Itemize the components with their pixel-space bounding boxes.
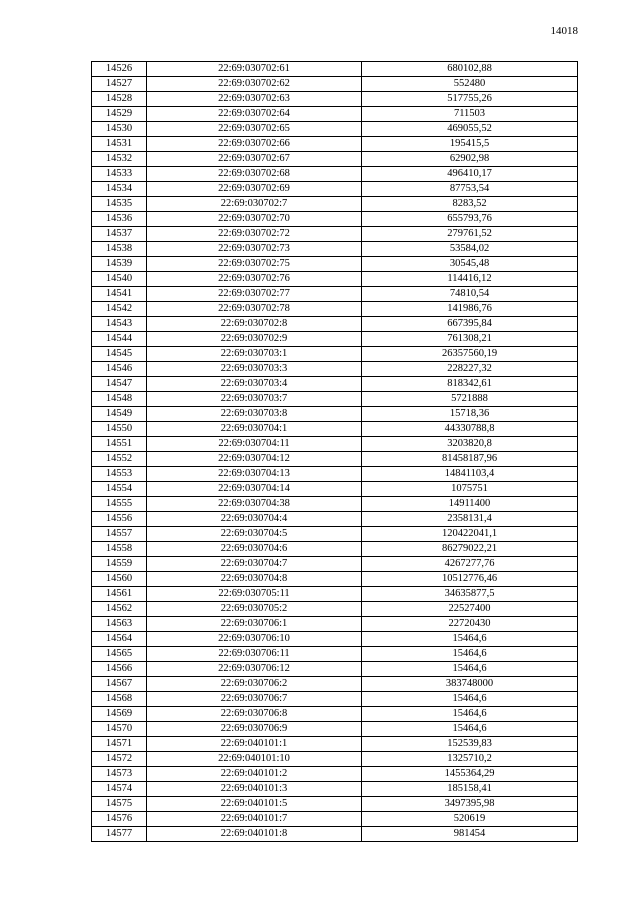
value-cell: 22527400 [362,602,578,617]
value-cell: 26357560,19 [362,347,578,362]
row-number-cell: 14550 [92,422,147,437]
table-row [92,497,578,512]
value-cell: 383748000 [362,677,578,692]
table-row [92,152,578,167]
table-row [92,362,578,377]
table-row [92,662,578,677]
data-table [91,61,578,842]
value-cell: 15464,6 [362,707,578,722]
cadastral-number-cell: 22:69:030703:1 [147,347,362,362]
value-cell: 552480 [362,77,578,92]
value-cell: 4267277,76 [362,557,578,572]
row-number-cell: 14558 [92,542,147,557]
value-cell: 15718,36 [362,407,578,422]
cadastral-number-cell: 22:69:030702:75 [147,257,362,272]
table-row [92,617,578,632]
table-row [92,62,578,77]
value-cell: 3203820,8 [362,437,578,452]
table-row [92,452,578,467]
value-cell: 120422041,1 [362,527,578,542]
value-cell: 517755,26 [362,92,578,107]
table-row [92,782,578,797]
table-row [92,482,578,497]
table-row [92,557,578,572]
row-number-cell: 14556 [92,512,147,527]
table-row [92,332,578,347]
table-row [92,197,578,212]
row-number-cell: 14561 [92,587,147,602]
value-cell: 14841103,4 [362,467,578,482]
value-cell: 680102,88 [362,62,578,77]
row-number-cell: 14526 [92,62,147,77]
value-cell: 1075751 [362,482,578,497]
table-row [92,647,578,662]
value-cell: 8283,52 [362,197,578,212]
value-cell: 74810,54 [362,287,578,302]
cadastral-number-cell: 22:69:030706:7 [147,692,362,707]
value-cell: 761308,21 [362,332,578,347]
table-row [92,287,578,302]
cadastral-number-cell: 22:69:030702:9 [147,332,362,347]
value-cell: 15464,6 [362,632,578,647]
table-row [92,692,578,707]
cadastral-number-cell: 22:69:040101:3 [147,782,362,797]
row-number-cell: 14555 [92,497,147,512]
table-row [92,512,578,527]
row-number-cell: 14552 [92,452,147,467]
table-row [92,347,578,362]
cadastral-number-cell: 22:69:030702:77 [147,287,362,302]
table-row [92,767,578,782]
row-number-cell: 14541 [92,287,147,302]
value-cell: 15464,6 [362,662,578,677]
table-row [92,542,578,557]
cadastral-number-cell: 22:69:030706:9 [147,722,362,737]
table-row [92,812,578,827]
value-cell: 22720430 [362,617,578,632]
value-cell: 5721888 [362,392,578,407]
value-cell: 62902,98 [362,152,578,167]
cadastral-number-cell: 22:69:030706:8 [147,707,362,722]
cadastral-number-cell: 22:69:030704:8 [147,572,362,587]
row-number-cell: 14533 [92,167,147,182]
value-cell: 469055,52 [362,122,578,137]
row-number-cell: 14575 [92,797,147,812]
row-number-cell: 14577 [92,827,147,842]
table-row [92,272,578,287]
table-row [92,572,578,587]
row-number-cell: 14566 [92,662,147,677]
cadastral-number-cell: 22:69:030704:4 [147,512,362,527]
row-number-cell: 14573 [92,767,147,782]
row-number-cell: 14572 [92,752,147,767]
table-row [92,407,578,422]
table-row [92,632,578,647]
value-cell: 15464,6 [362,647,578,662]
value-cell: 44330788,8 [362,422,578,437]
row-number-cell: 14534 [92,182,147,197]
cadastral-number-cell: 22:69:030702:65 [147,122,362,137]
table-row [92,422,578,437]
cadastral-number-cell: 22:69:040101:1 [147,737,362,752]
row-number-cell: 14548 [92,392,147,407]
cadastral-number-cell: 22:69:040101:8 [147,827,362,842]
table-row [92,737,578,752]
table-row [92,227,578,242]
cadastral-number-cell: 22:69:030702:63 [147,92,362,107]
value-cell: 195415,5 [362,137,578,152]
cadastral-number-cell: 22:69:030702:61 [147,62,362,77]
row-number-cell: 14559 [92,557,147,572]
row-number-cell: 14560 [92,572,147,587]
table-row [92,167,578,182]
row-number-cell: 14571 [92,737,147,752]
row-number-cell: 14574 [92,782,147,797]
cadastral-number-cell: 22:69:040101:7 [147,812,362,827]
row-number-cell: 14569 [92,707,147,722]
value-cell: 81458187,96 [362,452,578,467]
table-row [92,677,578,692]
cadastral-number-cell: 22:69:040101:2 [147,767,362,782]
table-row [92,707,578,722]
table-row [92,602,578,617]
table-row [92,257,578,272]
row-number-cell: 14554 [92,482,147,497]
cadastral-number-cell: 22:69:030704:11 [147,437,362,452]
row-number-cell: 14537 [92,227,147,242]
value-cell: 496410,17 [362,167,578,182]
row-number-cell: 14532 [92,152,147,167]
cadastral-number-cell: 22:69:030706:11 [147,647,362,662]
cadastral-number-cell: 22:69:030702:64 [147,107,362,122]
value-cell: 34635877,5 [362,587,578,602]
row-number-cell: 14568 [92,692,147,707]
table-row [92,467,578,482]
value-cell: 185158,41 [362,782,578,797]
cadastral-number-cell: 22:69:030704:5 [147,527,362,542]
cadastral-number-cell: 22:69:040101:5 [147,797,362,812]
cadastral-number-cell: 22:69:030704:1 [147,422,362,437]
row-number-cell: 14567 [92,677,147,692]
cadastral-number-cell: 22:69:030702:7 [147,197,362,212]
cadastral-number-cell: 22:69:030705:11 [147,587,362,602]
cadastral-number-cell: 22:69:030702:69 [147,182,362,197]
cadastral-number-cell: 22:69:030702:70 [147,212,362,227]
row-number-cell: 14553 [92,467,147,482]
table-row [92,212,578,227]
value-cell: 981454 [362,827,578,842]
cadastral-number-cell: 22:69:030702:67 [147,152,362,167]
cadastral-number-cell: 22:69:030704:14 [147,482,362,497]
cadastral-number-cell: 22:69:030702:8 [147,317,362,332]
row-number-cell: 14538 [92,242,147,257]
row-number-cell: 14565 [92,647,147,662]
cadastral-number-cell: 22:69:030705:2 [147,602,362,617]
row-number-cell: 14531 [92,137,147,152]
table-row [92,722,578,737]
value-cell: 141986,76 [362,302,578,317]
table-row [92,302,578,317]
value-cell: 114416,12 [362,272,578,287]
value-cell: 53584,02 [362,242,578,257]
value-cell: 1325710,2 [362,752,578,767]
cadastral-number-cell: 22:69:030704:13 [147,467,362,482]
value-cell: 1455364,29 [362,767,578,782]
value-cell: 30545,48 [362,257,578,272]
row-number-cell: 14545 [92,347,147,362]
table-row [92,827,578,842]
row-number-cell: 14570 [92,722,147,737]
row-number-cell: 14543 [92,317,147,332]
row-number-cell: 14529 [92,107,147,122]
row-number-cell: 14549 [92,407,147,422]
cadastral-number-cell: 22:69:030704:12 [147,452,362,467]
row-number-cell: 14546 [92,362,147,377]
cadastral-number-cell: 22:69:030702:72 [147,227,362,242]
value-cell: 655793,76 [362,212,578,227]
value-cell: 3497395,98 [362,797,578,812]
value-cell: 15464,6 [362,722,578,737]
row-number-cell: 14540 [92,272,147,287]
row-number-cell: 14539 [92,257,147,272]
value-cell: 520619 [362,812,578,827]
value-cell: 87753,54 [362,182,578,197]
table-row [92,392,578,407]
cadastral-number-cell: 22:69:030702:68 [147,167,362,182]
row-number-cell: 14564 [92,632,147,647]
cadastral-number-cell: 22:69:030703:7 [147,392,362,407]
cadastral-number-cell: 22:69:030703:8 [147,407,362,422]
table-row [92,92,578,107]
value-cell: 667395,84 [362,317,578,332]
value-cell: 14911400 [362,497,578,512]
cadastral-number-cell: 22:69:030702:62 [147,77,362,92]
cadastral-number-cell: 22:69:030706:10 [147,632,362,647]
table-row [92,242,578,257]
cadastral-number-cell: 22:69:030706:12 [147,662,362,677]
cadastral-number-cell: 22:69:030706:1 [147,617,362,632]
cadastral-number-cell: 22:69:030703:4 [147,377,362,392]
row-number-cell: 14530 [92,122,147,137]
table-row [92,377,578,392]
table-row [92,77,578,92]
cadastral-number-cell: 22:69:030706:2 [147,677,362,692]
table-body [92,62,578,842]
row-number-cell: 14536 [92,212,147,227]
table-row [92,182,578,197]
row-number-cell: 14563 [92,617,147,632]
cadastral-number-cell: 22:69:030702:78 [147,302,362,317]
cadastral-number-cell: 22:69:030702:66 [147,137,362,152]
row-number-cell: 14576 [92,812,147,827]
table-row [92,137,578,152]
cadastral-number-cell: 22:69:040101:10 [147,752,362,767]
table-row [92,437,578,452]
cadastral-number-cell: 22:69:030703:3 [147,362,362,377]
value-cell: 86279022,21 [362,542,578,557]
value-cell: 15464,6 [362,692,578,707]
page-number: 14018 [550,25,578,37]
value-cell: 818342,61 [362,377,578,392]
value-cell: 279761,52 [362,227,578,242]
cadastral-number-cell: 22:69:030704:6 [147,542,362,557]
table-row [92,317,578,332]
row-number-cell: 14547 [92,377,147,392]
value-cell: 10512776,46 [362,572,578,587]
row-number-cell: 14562 [92,602,147,617]
table-row [92,107,578,122]
value-cell: 711503 [362,107,578,122]
table-row [92,122,578,137]
value-cell: 228227,32 [362,362,578,377]
table-row [92,797,578,812]
table-row [92,752,578,767]
row-number-cell: 14557 [92,527,147,542]
cadastral-number-cell: 22:69:030704:7 [147,557,362,572]
row-number-cell: 14535 [92,197,147,212]
row-number-cell: 14542 [92,302,147,317]
cadastral-number-cell: 22:69:030704:38 [147,497,362,512]
value-cell: 2358131,4 [362,512,578,527]
row-number-cell: 14551 [92,437,147,452]
table-row [92,527,578,542]
table-row [92,587,578,602]
row-number-cell: 14527 [92,77,147,92]
row-number-cell: 14544 [92,332,147,347]
row-number-cell: 14528 [92,92,147,107]
value-cell: 152539,83 [362,737,578,752]
cadastral-number-cell: 22:69:030702:73 [147,242,362,257]
cadastral-number-cell: 22:69:030702:76 [147,272,362,287]
